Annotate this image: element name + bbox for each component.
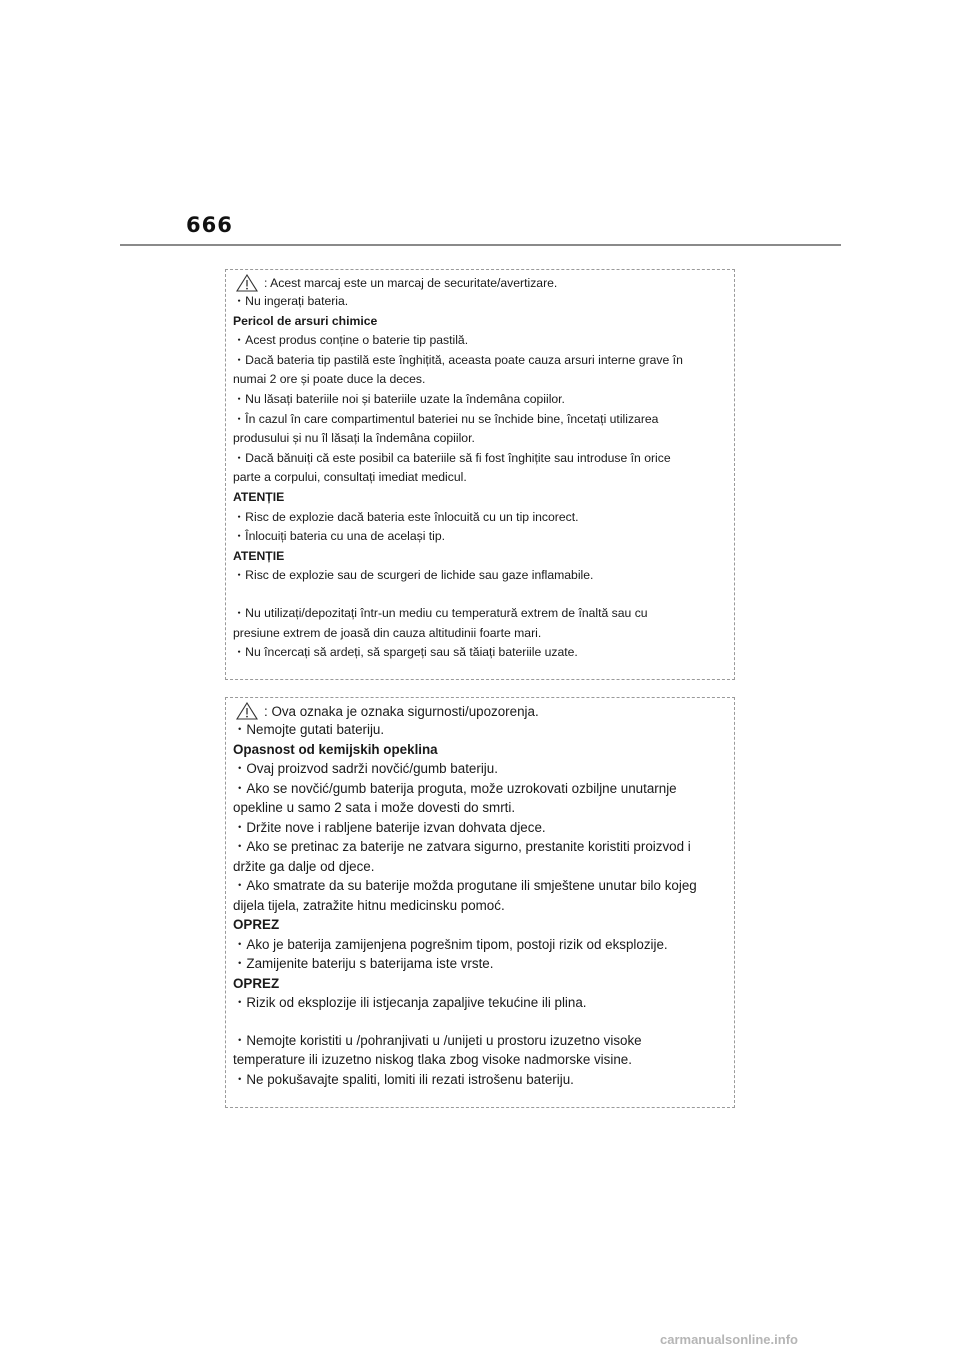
section-heading: ATENȚIE	[233, 489, 285, 504]
text-line: ・Acest produs conține o baterie tip pastilă.	[233, 333, 469, 348]
text-line: ・Nemojte gutati bateriju.	[233, 722, 385, 737]
notice-box-croatian	[225, 697, 735, 1108]
text-line: numai 2 ore și poate duce la deces.	[233, 372, 426, 387]
notice-body	[233, 292, 728, 663]
text-line: ・Înlocuiți bateria cu una de același tip.	[233, 529, 446, 544]
warning-triangle-icon	[236, 274, 258, 292]
text-line: presiune extrem de joasă din cauza altitudinii foarte mari.	[233, 625, 542, 640]
text-line: ・Držite nove i rabljene baterije izvan dohvata djece.	[233, 819, 546, 835]
section-heading: OPREZ	[233, 975, 280, 991]
text-line: opekline u samo 2 sata i može dovesti do smrti.	[233, 800, 516, 815]
text-line: ・Risc de explozie sau de scurgeri de lichide sau gaze inflamabile.	[233, 568, 594, 583]
text-line: ・Zamijenite bateriju s baterijama iste vrste.	[233, 956, 494, 971]
text-line: ・Ako je baterija zamijenjena pogrešnim tipom, postoji rizik od eksplozije.	[233, 936, 668, 952]
paragraph-gap	[233, 1013, 728, 1031]
text-line: ・În cazul în care compartimentul bateriei nu se închide bine, încetați utilizarea	[233, 411, 659, 426]
notice-box-romanian	[225, 269, 735, 680]
text-line: ・Rizik od eksplozije ili istjecanja zapaljive tekućine ili plina.	[233, 995, 587, 1010]
notice-intro-text: : Ova oznaka je oznaka sigurnosti/upozorenja.	[264, 703, 539, 719]
section-heading: OPREZ	[233, 917, 280, 932]
text-line: temperature ili izuzetno niskog tlaka zbog visoke nadmorske visine.	[233, 1052, 632, 1067]
text-line: ・Risc de explozie dacă bateria este înlocuită cu un tip incorect.	[233, 509, 579, 524]
page-number: 666	[186, 213, 233, 237]
paragraph-gap	[233, 586, 728, 604]
text-line: ・Ako se novčić/gumb baterija proguta, može uzrokovati ozbiljne unutarnje	[233, 780, 677, 796]
text-line: produsului și nu îl lăsați la îndemâna copiilor.	[233, 431, 475, 446]
text-line: držite ga dalje od djece.	[233, 858, 375, 874]
notice-intro-text: : Acest marcaj este un marcaj de securitate/avertizare.	[264, 276, 558, 290]
notice-intro-line	[233, 702, 728, 720]
section-heading: Pericol de arsuri chimice	[233, 313, 378, 328]
text-line: ・Nu lăsați bateriile noi și bateriile uzate la îndemâna copiilor.	[233, 391, 565, 406]
text-line: ・Ako se pretinac za baterije ne zatvara sigurno, prestanite koristiti proizvod i	[233, 839, 691, 854]
text-line: ・Ako smatrate da su baterije možda progutane ili smještene unutar bilo kojeg	[233, 878, 697, 893]
text-line: ・Nemojte koristiti u /pohranjivati u /unijeti u prostoru izuzetno visoke	[233, 1032, 642, 1048]
notice-body	[233, 720, 728, 1089]
section-heading: ATENȚIE	[233, 548, 285, 563]
text-line: ・Dacă bănuiți că este posibil ca bateriile să fi fost înghițite sau introduse în orice	[233, 450, 671, 465]
section-heading: Opasnost od kemijskih opeklina	[233, 741, 438, 757]
text-line: ・Ne pokušavajte spaliti, lomiti ili rezati istrošenu bateriju.	[233, 1071, 574, 1087]
text-line: dijela tijela, zatražite hitnu medicinsku pomoć.	[233, 897, 505, 913]
notice-intro-line	[233, 274, 728, 292]
text-line: ・Nu ingerați bateria.	[233, 294, 349, 308]
watermark: carmanualsonline.info	[660, 1332, 798, 1347]
text-line: parte a corpului, consultați imediat medicul.	[233, 470, 467, 485]
text-line: ・Nu încercați să ardeți, să spargeți sau să tăiați bateriile uzate.	[233, 645, 578, 660]
header-divider	[120, 244, 841, 246]
text-line: ・Nu utilizați/depozitați într-un mediu cu temperatură extrem de înaltă sau cu	[233, 605, 648, 620]
text-line: ・Dacă bateria tip pastilă este înghițită, aceasta poate cauza arsuri interne grave în	[233, 352, 683, 367]
text-line: ・Ovaj proizvod sadrži novčić/gumb bateriju.	[233, 761, 498, 776]
warning-triangle-icon	[236, 702, 258, 720]
